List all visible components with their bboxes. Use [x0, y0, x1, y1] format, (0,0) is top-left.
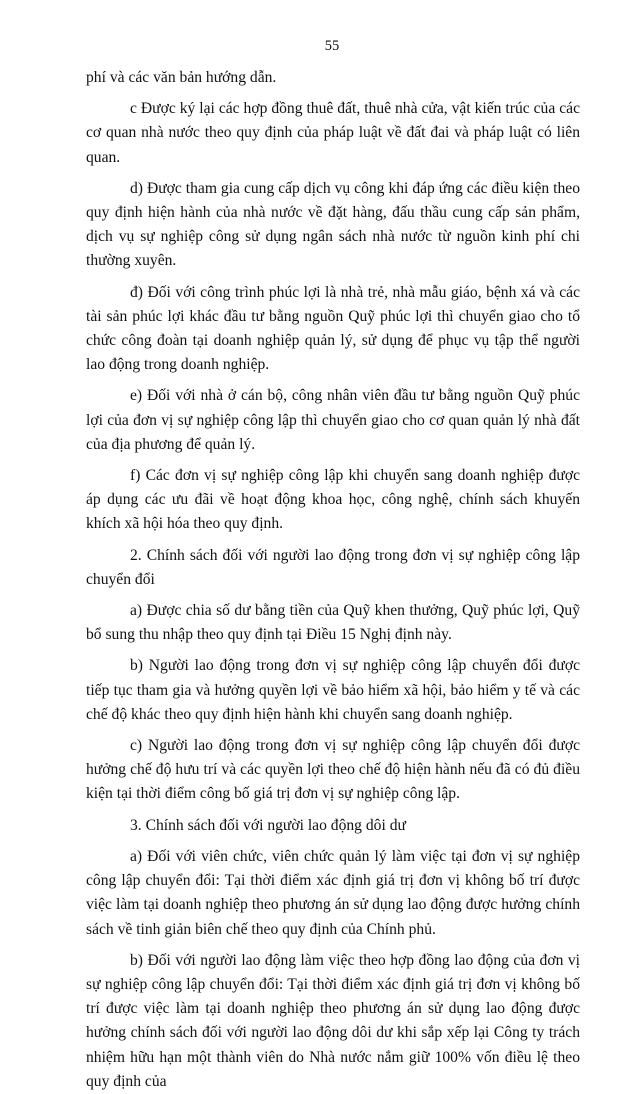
section-heading: 3. Chính sách đối với người lao động dôi dư: [130, 816, 406, 834]
paragraph: e) Đối với nhà ở cán bộ, công nhân viên đầu tư bằng nguồn Quỹ phúc lợi của đơn vị sự nghiệp công lập thì chuyển giao cho cơ quan quản lý nhà đất của địa phương để quản lý.: [86, 387, 580, 453]
section-heading: 2. Chính sách đối với người lao động trong đơn vị sự nghiệp công lập chuyển đổi: [86, 546, 580, 588]
paragraph: a) Được chia số dư bằng tiền của Quỹ khen thưởng, Quỹ phúc lợi, Quỹ bổ sung thu nhập theo quy định tại Điều 15 Nghị định này.: [86, 602, 580, 644]
paragraph: a) Đối với viên chức, viên chức quản lý làm việc tại đơn vị sự nghiệp công lập chuyển đổi: Tại thời điểm xác định giá trị đơn vị không bố trí được việc làm tại doanh nghiệp theo phương án sử dụng lao động được hưởng chính sách về tinh giản biên chế theo quy định của Chính phủ.: [86, 847, 580, 938]
paragraph: đ) Đối với công trình phúc lợi là nhà trẻ, nhà mẫu giáo, bệnh xá và các tài sản phúc lợi khác đầu tư bằng nguồn Quỹ phúc lợi thì chuyển giao cho tổ chức công đoàn tại doanh nghiệp quản lý, sử dụng để phục vụ tập thể người lao động trong doanh nghiệp.: [86, 283, 580, 374]
paragraph: b) Đối với người lao động làm việc theo hợp đồng lao động của đơn vị sự nghiệp công lập chuyển đổi: Tại thời điểm xác định giá trị đơn vị không bố trí được việc làm tại doanh nghiệp theo phương án sử dụng lao động được hưởng chính sách đối với người lao động dôi dư khi sắp xếp lại Công ty trách nhiệm hữu hạn một thành viên do Nhà nước nắm giữ 100% vốn điều lệ theo quy định của: [86, 951, 580, 1090]
paragraph: f) Các đơn vị sự nghiệp công lập khi chuyển sang doanh nghiệp được áp dụng các ưu đãi về hoạt động khoa học, công nghệ, chính sách khuyến khích xã hội hóa theo quy định.: [86, 467, 580, 533]
paragraph: phí và các văn bản hướng dẫn.: [86, 69, 277, 86]
paragraph: c) Người lao động trong đơn vị sự nghiệp công lập chuyển đổi được hưởng chế độ hưu trí và các quyền lợi theo chế độ hiện hành nếu đã có đủ điều kiện tại thời điểm công bố giá trị đơn vị sự nghiệp công lập.: [86, 737, 580, 803]
page-number: 55: [324, 38, 340, 54]
document-body: [86, 66, 580, 1094]
paragraph: d) Được tham gia cung cấp dịch vụ công khi đáp ứng các điều kiện theo quy định hiện hành của nhà nước về đặt hàng, đấu thầu cung cấp sản phẩm, dịch vụ sự nghiệp công sử dụng ngân sách nhà nước từ nguồn kinh phí chi thường xuyên.: [86, 179, 580, 270]
paragraph: c Được ký lại các hợp đồng thuê đất, thuê nhà cửa, vật kiến trúc của các cơ quan nhà nước theo quy định của pháp luật về đất đai và pháp luật có liên quan.: [86, 100, 580, 166]
paragraph: b) Người lao động trong đơn vị sự nghiệp công lập chuyển đổi được tiếp tục tham gia và hưởng quyền lợi về bảo hiểm xã hội, bảo hiểm y tế và các chế độ khác theo quy định hiện hành khi chuyển sang doanh nghiệp.: [86, 657, 580, 723]
